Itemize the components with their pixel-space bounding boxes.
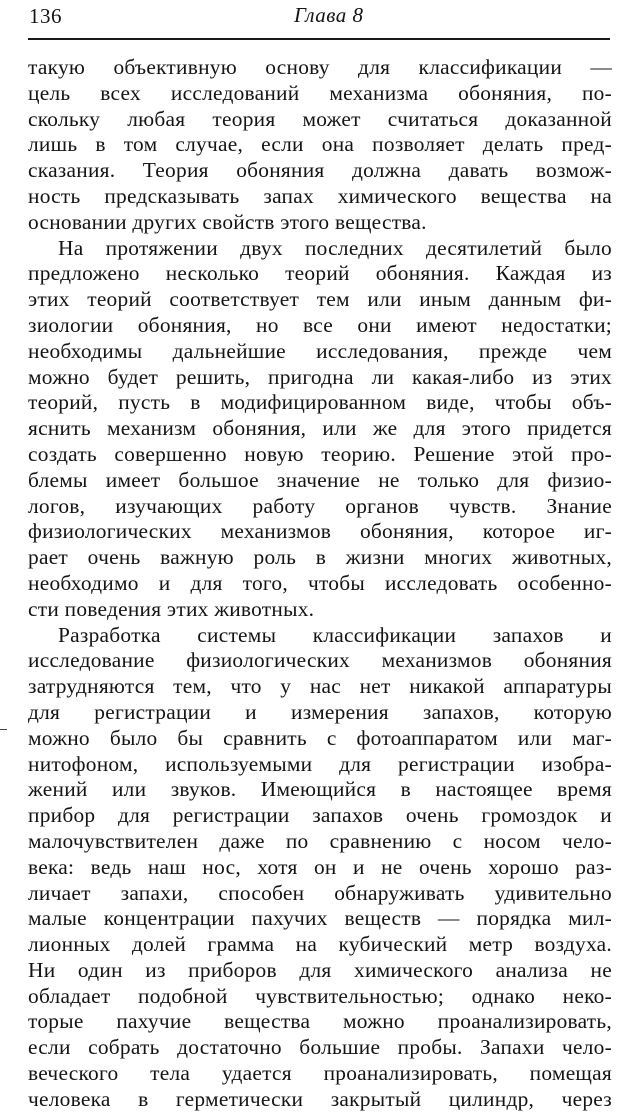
- text-line: Ни один из приборов для химического анализа не: [28, 957, 612, 982]
- text-line: личает запахи, способен обнаруживать удивительно: [28, 880, 612, 905]
- text-line: этих теорий соответствует тем или иным данным фи-: [28, 287, 612, 312]
- text-line: исследование физиологических механизмов обоняния: [28, 648, 612, 673]
- text-line: логов, изучающих работу органов чувств. Знание: [28, 493, 612, 518]
- text-line: можно было бы сравнить с фотоаппаратом или маг-: [28, 725, 612, 750]
- paragraph-3: [28, 623, 612, 1113]
- page-header: [28, 0, 610, 40]
- chapter-title: Глава 8: [294, 3, 364, 27]
- text-line: лишь в том случае, если она позволяет делать пред-: [28, 132, 612, 157]
- text-line: нитофоном, используемыми для регистрации изобра-: [28, 751, 612, 776]
- text-line: рает очень важную роль в жизни многих животных,: [28, 545, 612, 570]
- text-line: физиологических механизмов обоняния, которое иг-: [28, 519, 612, 544]
- text-line: такую объективную основу для классификации —: [28, 55, 612, 79]
- text-line: основании других свойств этого вещества.: [28, 209, 427, 234]
- text-line: затрудняются тем, что у нас нет никакой аппаратуры: [28, 674, 612, 699]
- text-line: лионных долей грамма на кубический метр воздуха.: [28, 932, 612, 957]
- text-line: На протяжении двух последних десятилетий было: [58, 235, 612, 260]
- margin-tick-mark: [0, 729, 7, 730]
- paragraph-2: [28, 236, 612, 623]
- text-line: веческого тела удается проанализировать, помещая: [28, 1061, 612, 1086]
- text-line: ность предсказывать запах химического вещества на: [28, 183, 612, 208]
- text-line: цель всех исследований механизма обоняния, по-: [28, 80, 612, 105]
- text-line: для регистрации и измерения запахов, которую: [28, 699, 612, 724]
- text-line: необходимы дальнейшие исследования, прежде чем: [28, 338, 612, 363]
- text-line: можно будет решить, пригодна ли какая-либо из этих: [28, 364, 612, 389]
- text-line: торые пахучие вещества можно проанализировать,: [28, 1009, 612, 1034]
- text-line: предложено несколько теорий обоняния. Каждая из: [28, 261, 612, 286]
- text-line: обладает подобной чувствительностью; однако неко-: [28, 983, 612, 1008]
- text-line: сказания. Теория обоняния должна давать возмож-: [28, 158, 612, 183]
- text-line: яснить механизм обоняния, или же для этого придется: [28, 416, 612, 441]
- text-line: века: ведь наш нос, хотя он и не очень хорошо раз-: [28, 854, 612, 879]
- page-number: 136: [29, 4, 62, 28]
- text-line: малые концентрации пахучих веществ — порядка мил-: [28, 906, 612, 931]
- text-line: прибор для регистрации запахов очень громоздок и: [28, 803, 612, 828]
- text-line: жений или звуков. Имеющийся в настоящее время: [28, 777, 612, 802]
- text-line: человека в герметически закрытый цилиндр, через: [28, 1086, 612, 1111]
- text-line: если собрать достаточно большие пробы. Запахи чело-: [28, 1035, 612, 1060]
- text-line: блемы имеет большое значение не только для физио-: [28, 467, 612, 492]
- text-line: теорий, пусть в модифицированном виде, чтобы объ-: [28, 390, 612, 415]
- text-line: необходимо и для того, чтобы исследовать особенно-: [28, 570, 612, 595]
- text-line: создать совершенно новую теорию. Решение этой про-: [28, 441, 612, 466]
- text-line: зиологии обоняния, но все они имеют недостатки;: [28, 312, 612, 337]
- text-line: скольку любая теория может считаться доказанной: [28, 106, 612, 131]
- text-line: сти поведения этих животных.: [28, 596, 315, 621]
- paragraph-1: [28, 55, 612, 236]
- text-line: Разработка системы классификации запахов и: [58, 622, 612, 647]
- text-line: малочувствителен даже по сравнению с носом чело-: [28, 828, 612, 853]
- body-text: [28, 40, 612, 1113]
